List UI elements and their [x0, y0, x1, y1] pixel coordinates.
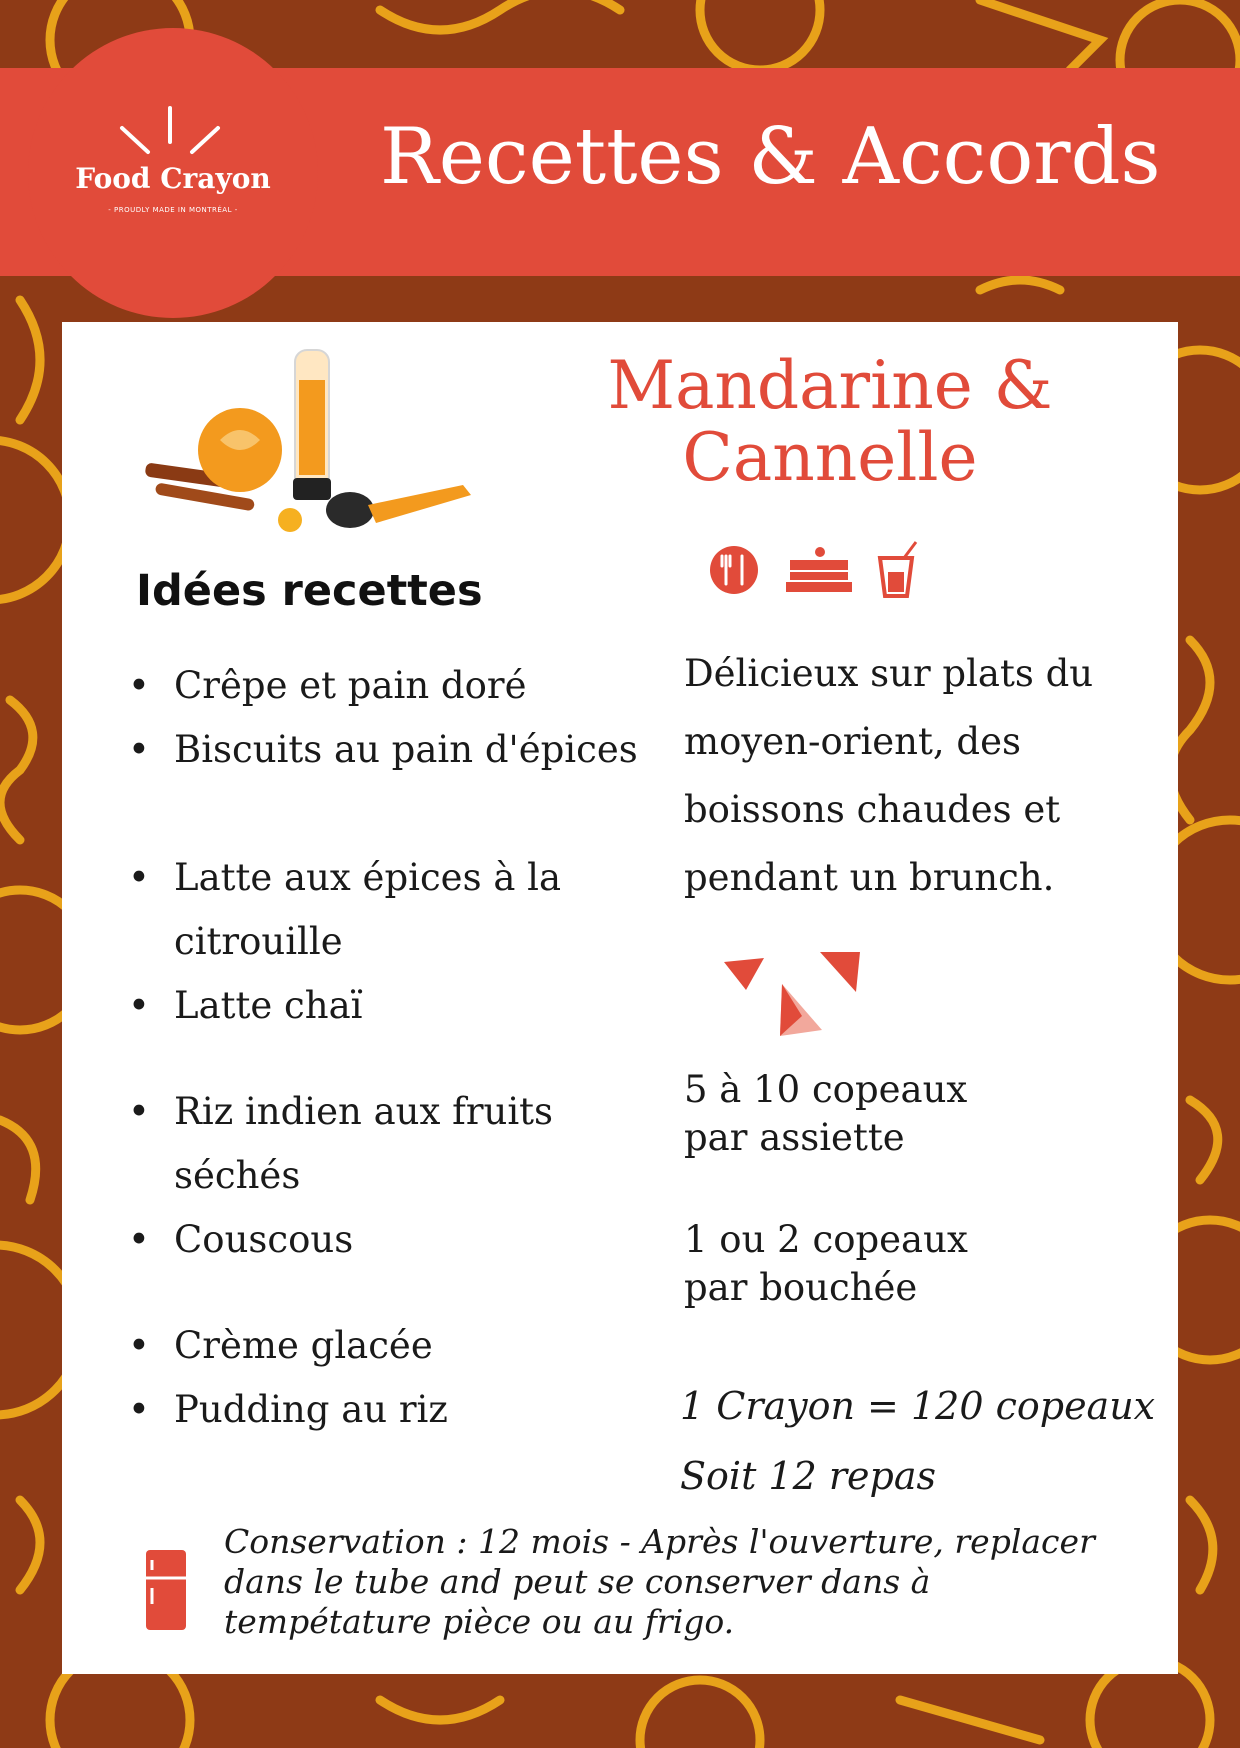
storage-line: dans le tube and peut se conserver dans à — [224, 1562, 931, 1601]
storage-line: tempétature pièce ou au frigo. — [224, 1602, 735, 1641]
crayon-yield: 1 Crayon = 120 copeaux — [680, 1384, 1156, 1428]
storage-line: Conservation : 12 mois - Aprè​s l'ouverture, replacer — [224, 1522, 1095, 1561]
recipe-line: Crêpe et pain doré — [174, 664, 527, 707]
cake-icon — [786, 547, 852, 592]
bullet: • — [128, 1388, 150, 1431]
bullet: • — [128, 1090, 150, 1133]
bullet: • — [128, 664, 150, 707]
recipe-item — [128, 846, 688, 974]
crayon-tube-icon — [293, 350, 331, 500]
recipe-item — [128, 1378, 688, 1442]
quantity-line: 5 à 10 copeaux — [684, 1068, 968, 1111]
recipe-line-continued: citrouille — [174, 920, 343, 963]
recipe-item — [128, 1080, 688, 1208]
description-line: moyen-orient, des — [684, 720, 1021, 763]
drink-icon — [880, 542, 916, 596]
bullet: • — [128, 856, 150, 899]
recipe-item — [128, 974, 688, 1038]
recipe-line: Latte aux épices à la — [174, 856, 562, 899]
recipe-item — [128, 1314, 688, 1378]
product-title — [580, 347, 1080, 496]
recipe-line: Pudding au riz — [174, 1388, 448, 1431]
fridge-icon — [144, 1548, 188, 1632]
quantity-line: par assiette — [684, 1116, 905, 1159]
quantity-line: 1 ou 2 copeaux — [684, 1218, 968, 1261]
usage-icons — [708, 538, 928, 600]
meals-yield: Soit 12 repas — [680, 1454, 936, 1498]
recipe-line: Riz indien aux fruits — [174, 1090, 554, 1133]
recipe-line: Latte chaï — [174, 984, 363, 1027]
sharpener-icon — [326, 485, 471, 528]
recipe-item — [128, 1208, 688, 1272]
logo-rays-icon — [110, 100, 230, 160]
storage-note — [224, 1522, 1124, 1642]
logo-name: Food Crayon — [75, 162, 271, 195]
recipe-line-continued: séchés — [174, 1154, 301, 1197]
recipe-line: Couscous — [174, 1218, 354, 1261]
bullet: • — [128, 728, 150, 771]
pairing-description — [684, 640, 1164, 912]
recipe-line: Biscuits au pain d'épices — [174, 728, 638, 771]
description-line: Délicieux sur plats du — [684, 652, 1094, 695]
logo-tagline: - PROUDLY MADE IN MONTRÉAL - — [108, 206, 238, 214]
recipe-item — [128, 654, 688, 718]
bullet: • — [128, 1324, 150, 1367]
quantity-per-bite — [684, 1216, 1134, 1312]
shavings-icon — [716, 944, 866, 1044]
product-illustration — [140, 340, 480, 540]
recipe-line: Crème glacée — [174, 1324, 433, 1367]
description-line: boissons chaudes et — [684, 788, 1061, 831]
recipes-heading: Idées recettes — [136, 566, 483, 616]
product-title-line1: Mandarine & — [607, 347, 1053, 424]
quantity-line: par bouchée — [684, 1266, 918, 1309]
page-title: Recettes & Accords — [380, 112, 1161, 202]
product-title-line2: Cannelle — [682, 419, 978, 496]
bullet: • — [128, 984, 150, 1027]
quantity-per-plate — [684, 1066, 1134, 1162]
plate-cutlery-icon — [710, 546, 758, 594]
bullet: • — [128, 1218, 150, 1261]
recipe-item — [128, 718, 688, 782]
description-line: pendant un brunch. — [684, 856, 1055, 899]
